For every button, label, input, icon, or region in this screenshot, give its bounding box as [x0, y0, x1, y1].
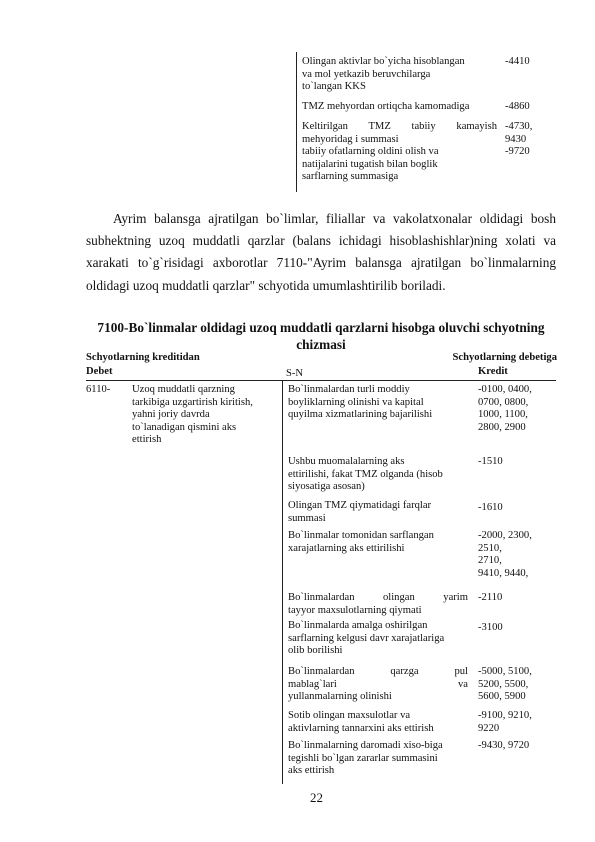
top-row-3-line-1: Keltirilgan TMZ tabiiy kamayish [302, 121, 497, 132]
label-debet: Debet [86, 366, 113, 377]
credit-entry-2-text: Ushbu muomalalarning aks ettirilishi, fakat TMZ olganda (hisob siyosatiga asosan) [288, 456, 443, 493]
top-row-3-value: -4730, 9430 -9720 [505, 121, 533, 158]
credit-entry-7-line-1: Bo`linmalardan qarzga pul [288, 666, 468, 677]
schema-heading: 7100-Bo`linmalar oldidagi uzoq muddatli qarzlarni hisobga oluvchi schyotning chizmasi [97, 320, 545, 352]
credit-entry-1-text: Bo`linmalardan turli moddiy boyliklarning olinishi va kapital quyilma xizmatlarining bajarilishi [288, 384, 433, 421]
credit-entry-9-accounts: -9430, 9720 [478, 740, 530, 751]
credit-entry-3-text: Olingan TMZ qiymatidagi farqlar summasi [288, 500, 432, 524]
credit-entry-4-accounts: -2000, 2300, 2510, 2710, 9410, 9440, [478, 530, 532, 579]
credit-entry-3-accounts: -1610 [478, 502, 503, 513]
credit-entry-8-accounts: -9100, 9210, 9220 [478, 710, 532, 734]
credit-entry-5-line-1: Bo`linmalardan olingan yarim [288, 592, 468, 603]
top-row-2-value: -4860 [505, 101, 530, 112]
t-account-vertical-line [282, 380, 283, 784]
debit-description: Uzoq muddatli qarzning tarkibiga uzgartirish kiritish, yahni joriy davrda to`lanadigan qismini aks ettirish [132, 384, 253, 446]
credit-entry-4-text: Bo`linmalar tomonidan sarflangan xarajatlarning aks ettirilishi [288, 530, 434, 554]
label-sn: S-N [286, 368, 304, 379]
t-account-horizontal-line [86, 380, 556, 381]
credit-entry-6-text: Bo`linmalarda amalga oshirilgan sarflarning kelgusi davr xarajatlariga olib borilishi [288, 620, 445, 657]
label-kredit: Kredit [478, 366, 508, 377]
credit-entry-7-accounts: -5000, 5100, 5200, 5500, 5600, 5900 [478, 666, 532, 703]
credit-entry-5-accounts: -2110 [478, 592, 503, 603]
page-number: 22 [310, 790, 323, 805]
credit-entry-7-line-2: mablag`lari va [288, 678, 468, 690]
credit-entry-2-accounts: -1510 [478, 456, 503, 467]
top-table-left-border [296, 52, 297, 192]
label-credit-of: Schyotlarning kreditidan [86, 352, 200, 363]
top-row-3-text-rest: mehyoridag i summasi tabiiy ofatlarning oldini olish va natijalarini tugatish bilan boglik sarflarning summasiga [302, 133, 439, 183]
top-row-2-text: TMZ mehyordan ortiqcha kamomadiga [302, 101, 470, 112]
top-row-3-text [302, 121, 497, 134]
label-debit-to: Schyotlarning debetiga [452, 352, 557, 363]
body-paragraph: Ayrim balansga ajratilgan bo`limlar, filiallar va vakolatxonalar oldidagi bosh subhektning uzoq muddatli qarzlar (balans ichidagi hisoblashishlar)ning xolati va xarakati to`g`risidagi axborotlar 7110-"Ayrim balansga ajratilgan bo`linmalarning oldidagi uzoq muddatli qarzlar" schyotida umumlashtirilib boriladi. [86, 211, 556, 293]
credit-entry-5-line-2: tayyor maxsulotlarning qiymati [288, 604, 422, 616]
debit-account-number: 6110- [86, 384, 111, 395]
credit-entry-9-text: Bo`linmalarning daromadi xiso-biga tegishli bo`lgan zararlar summasini aks ettirish [288, 740, 443, 777]
credit-entry-8-text: Sotib olingan maxsulotlar va aktivlarning tannarxini aks ettirish [288, 710, 434, 734]
top-row-1-value: -4410 [505, 56, 530, 67]
credit-entry-6-accounts: -3100 [478, 622, 503, 633]
top-row-1-text: Olingan aktivlar bo`yicha hisoblangan va mol yetkazib beruvchilarga to`langan KKS [302, 56, 465, 93]
credit-entry-1-accounts: -0100, 0400, 0700, 0800, 1000, 1100, 2800, 2900 [478, 384, 532, 433]
credit-entry-7-line-3: yullanmalarning olinishi [288, 691, 392, 703]
